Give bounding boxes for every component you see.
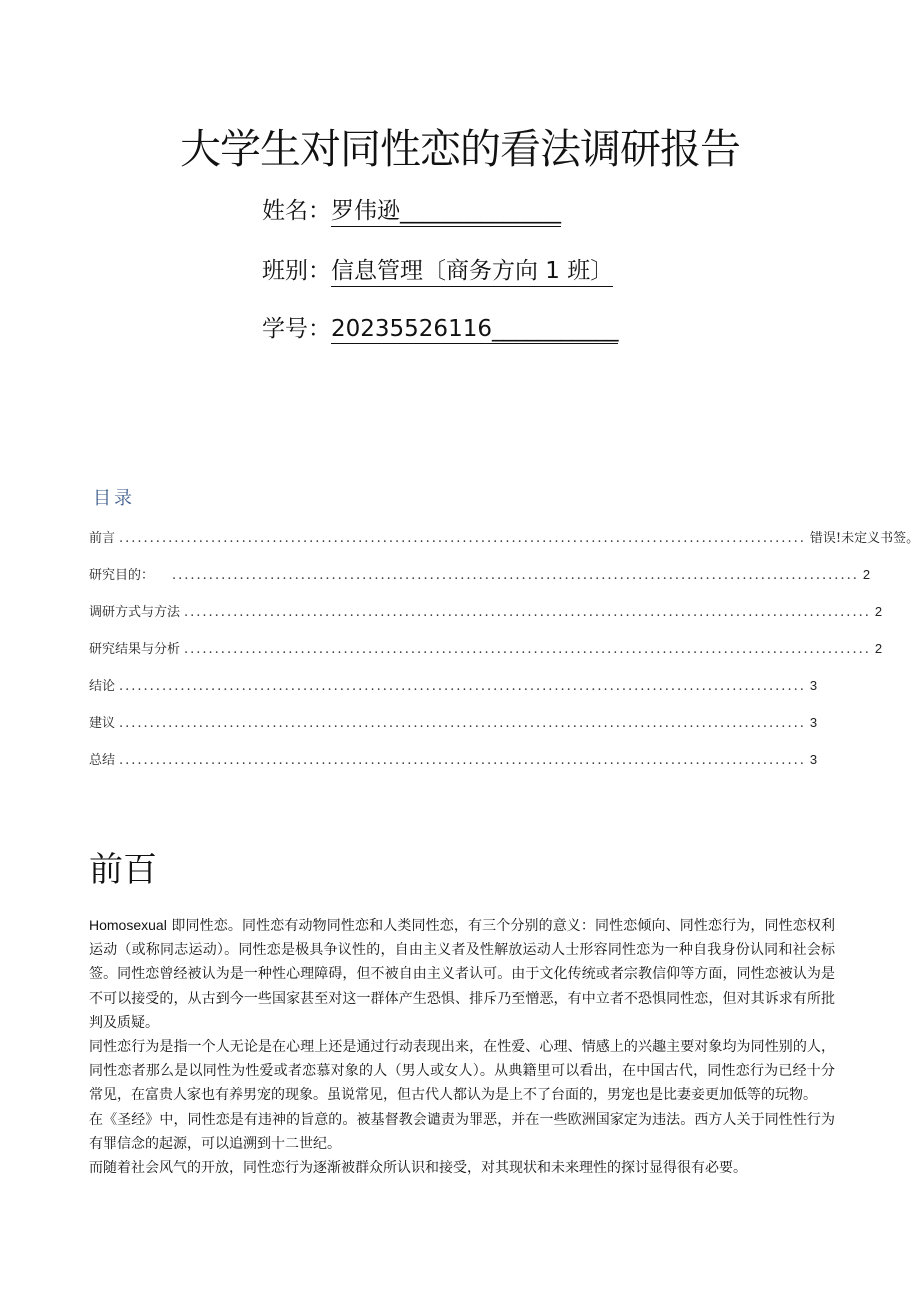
toc-entry-title: 研究结果与分析	[89, 642, 181, 657]
toc-leader-dots: ................................................................................................................	[119, 716, 806, 731]
toc-entry-title: 调研方式与方法	[89, 605, 181, 620]
class-label: 班别：	[262, 258, 331, 284]
toc-entry-page: 3	[809, 752, 818, 767]
toc-entry-page: 2	[862, 567, 871, 582]
toc-leader-dots: ................................................................................................................	[184, 642, 871, 657]
paragraph	[89, 913, 835, 1035]
name-label: 姓名：	[262, 198, 331, 224]
toc-entry-title: 结论	[89, 679, 116, 694]
student-id-value: 20235526116___________	[331, 316, 619, 342]
paragraph-text: 在《圣经》中，同性恋是有违神的旨意的。被基督教会谴责为罪恶，并在一些欧洲国家定为违法。西方人关于同性性行为有罪信念的起源，可以追溯到十二世纪。	[89, 1111, 835, 1152]
toc-entry[interactable]	[89, 712, 818, 732]
toc-heading: 目录	[93, 488, 135, 509]
paragraph-text: 同性恋行为是指一个人无论是在心理上还是通过行动表现出来，在性爱、心理、情感上的兴趣主要对象均为同性别的人，同性恋者那么是以同性为性爱或者恋慕对象的人（男人或女人）。从典籍里可以看出，在中国古代，同性恋行为已经十分常见，在富贵人家也有养男宠的现象。虽说常见，但古代人都认为是上不了台面的，男宠也是比妻妾更加低等的玩物。	[89, 1039, 835, 1104]
toc-entry-page: 2	[874, 604, 883, 619]
toc-entry[interactable]	[89, 601, 883, 621]
paragraph-lead-term: Homosexual	[89, 917, 167, 933]
paragraph-text: 而随着社会风气的开放，同性恋行为逐渐被群众所认识和接受，对其现状和未来理性的探讨显得很有必要。	[89, 1160, 747, 1177]
toc-entry-title: 总结	[89, 753, 116, 768]
toc-entry-page: 2	[874, 641, 883, 656]
toc-entry[interactable]	[89, 675, 818, 695]
toc-entry-page: 3	[809, 715, 818, 730]
toc-entry-page: 3	[809, 678, 818, 693]
class-value: 信息管理〔商务方向 1 班〕	[331, 252, 613, 287]
toc-entry-page: 错误!未定义书签。	[809, 531, 920, 546]
toc-entry[interactable]	[89, 749, 818, 769]
paragraph	[89, 1108, 835, 1156]
toc-entry[interactable]	[89, 527, 920, 547]
section-title: 前百	[89, 850, 157, 890]
toc-entry-title: 研究目的：	[89, 568, 155, 583]
info-student-id-row	[262, 310, 618, 344]
toc-leader-dots: ................................................................................................................	[184, 605, 871, 620]
info-name-row	[262, 192, 561, 226]
toc-entry[interactable]	[89, 638, 883, 658]
paragraph	[89, 1156, 835, 1180]
info-class-row	[262, 252, 613, 286]
toc-entry-title: 建议	[89, 716, 116, 731]
paragraph-text: 即同性恋。同性恋有动物同性恋和人类同性恋，有三个分别的意义：同性恋倾向、同性恋行为，同性恋权利运动（或称同志运动）。同性恋是极具争议性的，自由主义者及性解放运动人士形容同性恋为一种自我身份认同和社会标签。同性恋曾经被认为是一种性心理障碍，但不被自由主义者认可。由于文化传统或者宗教信仰等方面，同性恋被认为是不可以接受的，从古到今一些国家甚至对这一群体产生恐惧、排斥乃至憎恶，有中立者不恐惧同性恋，但对其诉求有所批判及质疑。	[89, 918, 836, 1031]
paragraph	[89, 1035, 835, 1108]
name-value: 罗伟逊______________	[331, 192, 561, 227]
document-title: 大学生对同性恋的看法调研报告	[180, 125, 740, 173]
section-body	[89, 913, 835, 1180]
toc-entry-title: 前言	[89, 531, 116, 546]
toc-leader-dots: ................................................................................................................	[119, 679, 806, 694]
toc-leader-dots: ................................................................................................................	[119, 531, 806, 546]
toc-leader-dots: ................................................................................................................	[119, 753, 806, 768]
toc-leader-dots: ................................................................................................................	[172, 568, 859, 583]
student-id-label: 学号：	[262, 316, 331, 342]
toc-entry[interactable]	[89, 564, 871, 584]
